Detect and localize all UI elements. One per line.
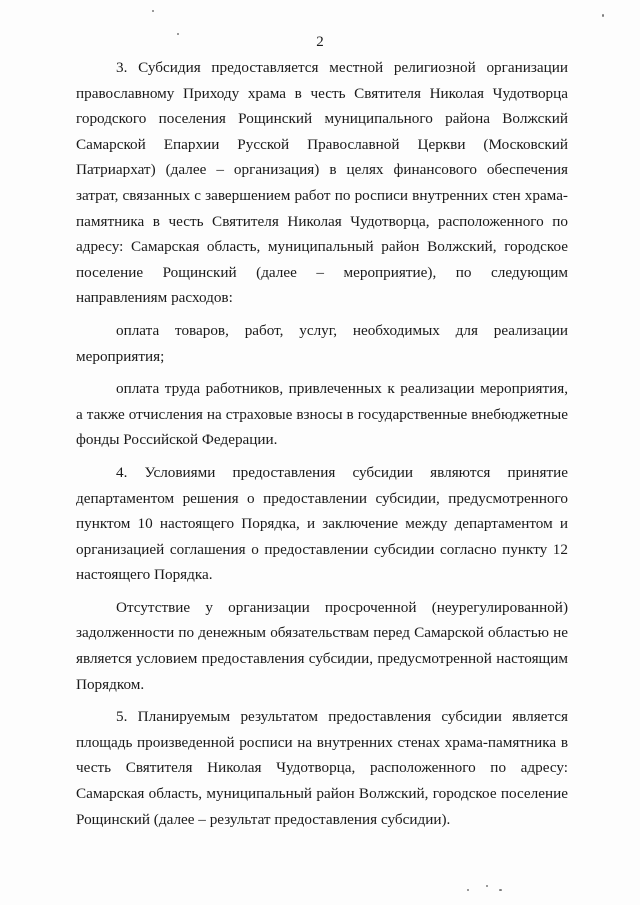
page-number: 2 <box>316 34 324 50</box>
scan-speck <box>499 889 502 891</box>
paragraph-debt-condition: Отсутствие у организации просроченной (неурегулированной) задолженности по денежным обязательствам перед Самарской областью не является условием предоставления субсидии, предусмотренной настоящим Порядком. <box>76 598 568 693</box>
scan-speck <box>602 14 604 17</box>
scan-speck <box>467 889 469 891</box>
scan-speck <box>152 10 154 12</box>
paragraph-expense-goods: оплата товаров, работ, услуг, необходимых для реализации мероприятия; <box>76 321 568 365</box>
paragraph-expense-labor: оплата труда работников, привлеченных к реализации мероприятия, а также отчисления на страховые взносы в государственные внебюджетные фонды Российской Федерации. <box>76 380 568 449</box>
paragraph-planned-result: 5. Планируемым результатом предоставления субсидии является площадь произведенной росписи на внутренних стенах храма-памятника в честь Святителя Николая Чудотворца, расположенного по адресу: Самарская область, муниципальный район Волжский, городское поселение Рощинский (далее – результат предоставления субсидии). <box>76 708 568 828</box>
document-body <box>76 55 568 832</box>
paragraph-subsidy-conditions: 4. Условиями предоставления субсидии являются принятие департаментом решения о предоставлении субсидии, предусмотренного пунктом 10 настоящего Порядка, и заключение между департаментом и организацией соглашения о предоставлении субсидии согласно пункту 12 настоящего Порядка. <box>76 463 568 584</box>
paragraph-subsidy-purpose: 3. Субсидия предоставляется местной религиозной организации православному Приходу храма в честь Святителя Николая Чудотворца городского поселения Рощинский муниципального района Волжский Самарской Епархии Русской Православной Церкви (Московский Патриархат) (далее – организация) в целях финансового обеспечения затрат, связанных с завершением работ по росписи внутренних стен храма-памятника в честь Святителя Николая Чудотворца, расположенного по адресу: Самарская область, муниципальный район Волжский, городское поселение Рощинский (далее – мероприятие), по следующим направлениям расходов: <box>76 59 568 307</box>
scan-speck <box>486 885 488 887</box>
scan-speck <box>177 33 179 35</box>
